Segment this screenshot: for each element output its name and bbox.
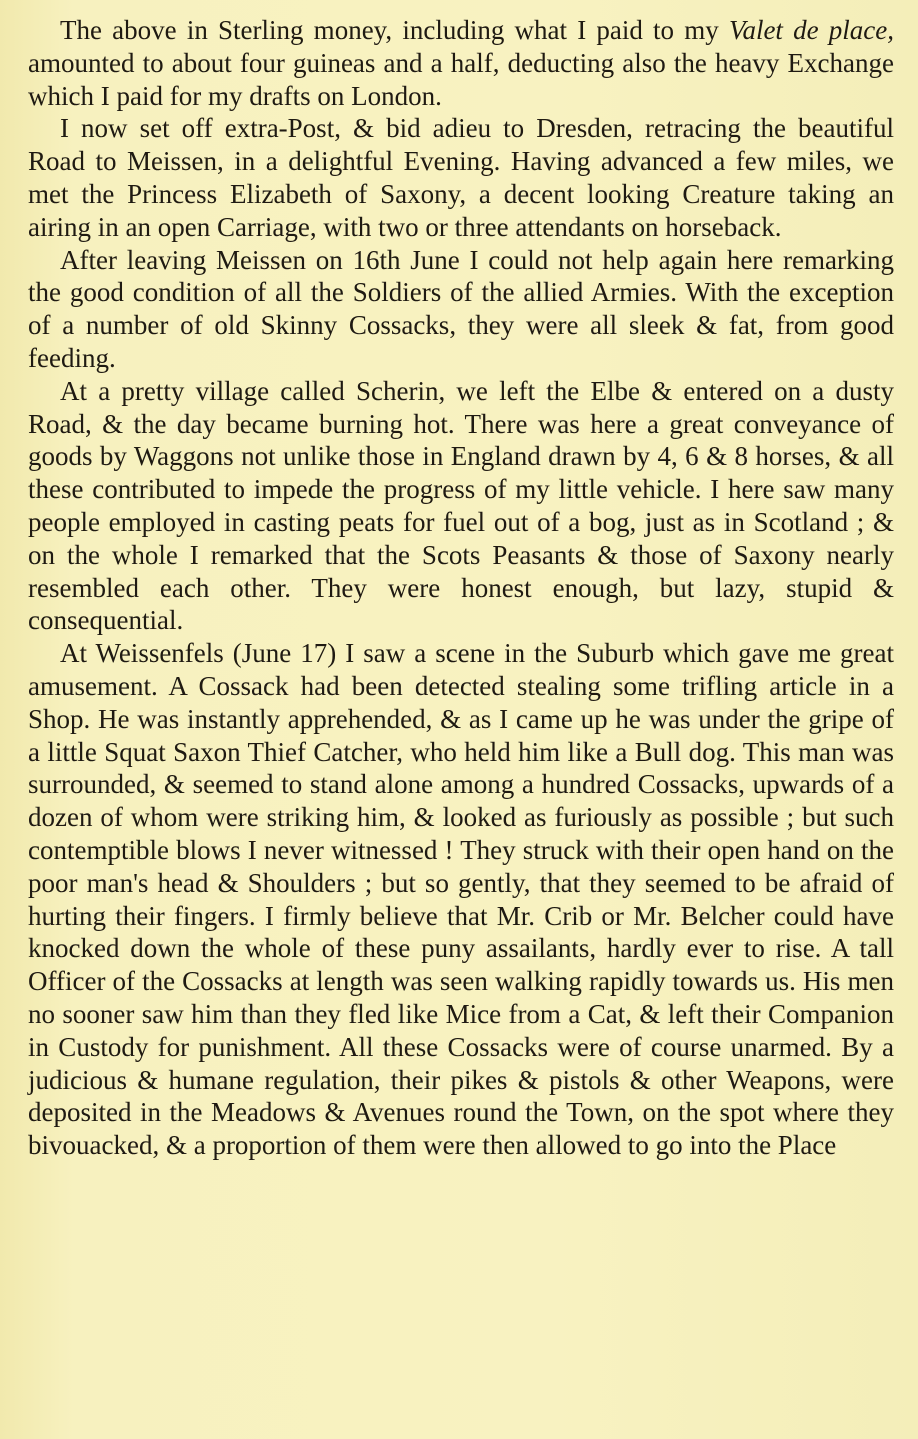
- paragraph-4: At a pretty village called Scherin, we left the Elbe & entered on a dusty Road, & the day became burning hot. There was here a great conveyance of goods by Waggons not unlike those in England drawn by 4, 6 & 8 horses, & all these contributed to impede the progress of my little vehicle. I here saw many people employed in casting peats for fuel out of a bog, just as in Scotland ; & on the whole I remarked that the Scots Peasants & those of Saxony nearly resembled each other. They were honest enough, but lazy, stupid & consequential.: [28, 375, 894, 636]
- paragraph-2: I now set off extra-Post, & bid adieu to Dresden, retracing the beautiful Road to Meissen, in a delightful Evening. Having advanced a few miles, we met the Princess Elizabeth of Saxony, a decent looking Creature taking an airing in an open Carriage, with two or three attendants on horseback.: [28, 113, 894, 242]
- body-text: [28, 14, 894, 1162]
- paragraph-1-italic-term: Valet de place,: [728, 15, 895, 45]
- paragraph-1: [28, 14, 894, 112]
- paragraph-1-lead: The above in Sterling money, including what I paid to my: [60, 15, 729, 45]
- paragraph-3: After leaving Meissen on 16th June I could not help again here remarking the good condition of all the Soldiers of the allied Armies. With the exception of a number of old Skinny Cossacks, they were all sleek & fat, from good feeding.: [28, 244, 894, 373]
- paragraph-5: At Weissenfels (June 17) I saw a scene in the Suburb which gave me great amusement. A Cossack had been detected stealing some trifling article in a Shop. He was instantly apprehended, & as I came up he was under the gripe of a little Squat Saxon Thief Catcher, who held him like a Bull dog. This man was surrounded, & seemed to stand alone among a hundred Cossacks, upwards of a dozen of whom were striking him, & looked as furiously as possible ; but such contemptible blows I never witnessed ! They struck with their open hand on the poor man's head & Shoulders ; but so gently, that they seemed to be afraid of hurting their fingers. I firmly believe that Mr. Crib or Mr. Belcher could have knocked down the whole of these puny assailants, hardly ever to rise. A tall Officer of the Cossacks at length was seen walking rapidly towards us. His men no sooner saw him than they fled like Mice from a Cat, & left their Companion in Custody for punishment. All these Cossacks were of course unarmed. By a judicious & humane regulation, their pikes & pistols & other Weapons, were deposited in the Meadows & Avenues round the Town, on the spot where they bivouacked, & a proportion of them were then allowed to go into the Place: [28, 638, 894, 1161]
- paragraph-1-rest: amounted to about four guineas and a half, deducting also the heavy Exchange which I paid for my drafts on London.: [28, 47, 894, 111]
